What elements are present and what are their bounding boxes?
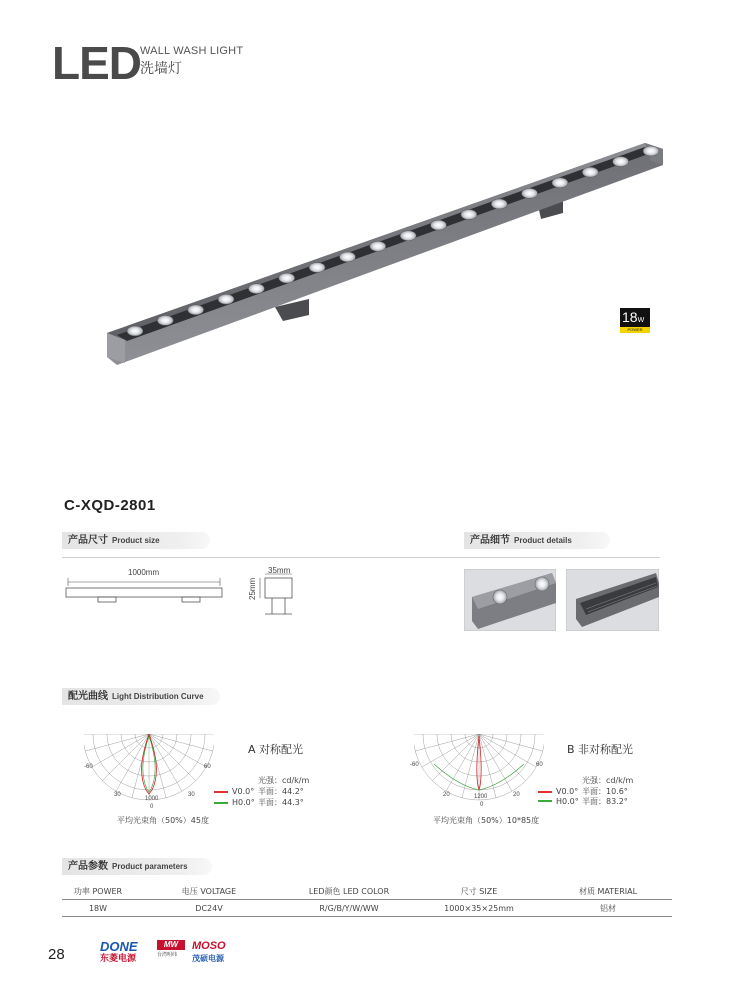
table-cell-color: R/G/B/Y/W/WW xyxy=(319,903,379,913)
section-curve-en: Light Distribution Curve xyxy=(112,692,204,701)
led-lens xyxy=(522,188,538,198)
section-details-en: Product details xyxy=(514,536,572,545)
led-lens xyxy=(491,199,507,209)
curve-b-h-label: H0.0° xyxy=(556,797,579,806)
page-number: 28 xyxy=(48,946,65,963)
led-lens xyxy=(582,167,598,177)
polar-spoke xyxy=(415,734,479,751)
power-badge xyxy=(620,308,650,334)
table-header-row xyxy=(62,883,672,900)
led-lens xyxy=(461,210,477,220)
table-header-power: 功率 POWER xyxy=(73,886,123,896)
legend-v-line-b xyxy=(538,791,552,793)
section-tab-details xyxy=(464,532,610,549)
logo-mw-name: MW xyxy=(157,940,185,950)
led-lens xyxy=(188,305,204,315)
curve-b-v-angle: 半面：10.6° xyxy=(582,787,628,796)
section-size-en: Product size xyxy=(112,536,160,545)
polar-spoke xyxy=(92,734,149,767)
led-lens xyxy=(248,284,264,294)
polar-spoke xyxy=(479,734,526,781)
title-chinese: 洗墙灯 xyxy=(140,61,182,77)
params-table xyxy=(62,883,672,917)
curve-a-tick-bottom: 0 xyxy=(150,804,154,810)
curve-b-tick-center: 1200 xyxy=(474,794,488,800)
section-tab-params xyxy=(62,858,212,875)
power-value: 18 xyxy=(622,309,638,325)
logo-moso-cn: 茂硕电源 xyxy=(192,954,224,963)
curve-a-title: A 对称配光 xyxy=(248,743,304,756)
led-lens xyxy=(157,315,173,325)
table-cell-voltage: DC24V xyxy=(195,903,223,913)
dimension-drawing xyxy=(60,566,310,626)
curve-b-title: B 非对称配光 xyxy=(567,743,634,756)
polar-spoke xyxy=(479,734,496,798)
legend-v-line xyxy=(214,791,228,793)
curve-a-h-angle: 半面：44.3° xyxy=(258,798,304,807)
section-params-en: Product parameters xyxy=(112,862,188,871)
curve-a-tick-lower-left: 30 xyxy=(114,792,121,798)
curve-a-v-label: V0.0° xyxy=(232,787,255,796)
curve-b-tick-right: 60 xyxy=(536,762,543,768)
polar-spoke xyxy=(462,734,479,798)
polar-spoke xyxy=(446,734,479,791)
section-size-cn: 产品尺寸 xyxy=(68,535,108,546)
detail-photo-side xyxy=(566,569,659,631)
polar-spoke xyxy=(149,734,213,751)
led-lens xyxy=(552,178,568,188)
power-label: POWER xyxy=(620,327,650,333)
polar-spoke xyxy=(85,734,149,751)
led-lens xyxy=(339,252,355,262)
led-lens xyxy=(370,241,386,251)
curve-b-h-angle: 半面：83.2° xyxy=(582,797,628,806)
curve-a-v-angle: 半面：44.2° xyxy=(258,787,304,796)
curve-b-tick-lower-right: 20 xyxy=(513,792,520,798)
curve-b-tick-bottom: 0 xyxy=(480,802,484,808)
polar-spoke xyxy=(479,734,543,751)
led-lens xyxy=(309,262,325,272)
curve-b-caption: 平均光束角（50%）10*85度 xyxy=(433,816,540,825)
brand-title: LED xyxy=(52,37,141,89)
logo-meanwell xyxy=(157,940,187,960)
legend-h-line-b xyxy=(538,800,552,802)
logo-done-name: DONE xyxy=(100,939,138,954)
led-lens xyxy=(400,231,416,241)
dim-height: 25mm xyxy=(248,577,257,600)
polar-spoke xyxy=(422,734,479,767)
legend-h-line xyxy=(214,802,228,804)
power-unit: W xyxy=(637,317,645,324)
section-curve-cn: 配光曲线 xyxy=(68,691,108,702)
led-lens xyxy=(218,294,234,304)
led-lens xyxy=(279,273,295,283)
table-cell-material: 铝材 xyxy=(600,903,616,913)
table-row xyxy=(62,900,672,917)
table-cell-power: 18W xyxy=(88,903,108,913)
dim-length: 1000mm xyxy=(128,568,160,577)
table-header-voltage: 电压 VOLTAGE xyxy=(181,886,237,896)
polar-spoke xyxy=(479,734,512,791)
led-lens xyxy=(613,157,629,167)
model-number: C-XQD-2801 xyxy=(64,497,156,514)
dim-width: 35mm xyxy=(268,566,291,575)
table-header-size: 尺寸 SIZE xyxy=(460,886,498,896)
polar-spoke xyxy=(432,734,479,781)
polar-spoke xyxy=(149,734,206,767)
polar-spoke xyxy=(116,734,149,791)
section-divider xyxy=(62,557,660,558)
curve-b-unit: 光强：cd/k/m xyxy=(582,776,634,785)
curve-a-caption: 平均光束角（50%）45度 xyxy=(117,816,209,825)
led-lens xyxy=(431,220,447,230)
curve-a-tick-center: 1000 xyxy=(145,796,159,802)
logo-moso xyxy=(192,940,236,965)
polar-spoke xyxy=(479,734,536,767)
section-tab-curve xyxy=(62,688,220,705)
led-lens xyxy=(643,146,659,156)
section-tab-size xyxy=(62,532,210,549)
curve-a-tick-left: -60 xyxy=(84,764,93,770)
curve-b-v-label: V0.0° xyxy=(556,787,579,796)
section-params-cn: 产品参数 xyxy=(68,861,108,872)
led-lens xyxy=(127,326,143,336)
table-header-material: 材质 MATERIAL xyxy=(578,886,638,896)
curve-a-tick-lower-right: 30 xyxy=(188,792,195,798)
curve-a-unit: 光强：cd/k/m xyxy=(258,776,310,785)
logo-done xyxy=(100,940,150,965)
logo-moso-name: MOSO xyxy=(192,940,226,952)
logo-done-cn: 东菱电源 xyxy=(100,954,137,964)
title-english: WALL WASH LIGHT xyxy=(140,45,244,57)
curve-a-tick-right: 60 xyxy=(204,764,211,770)
table-header-color: LED颜色 LED COLOR xyxy=(308,886,390,896)
logo-mw-cn: 台湾明纬 xyxy=(157,952,178,958)
product-image xyxy=(95,135,675,380)
polar-spoke xyxy=(149,734,182,791)
detail-photo-lens xyxy=(464,569,556,631)
table-cell-size: 1000×35×25mm xyxy=(444,903,514,913)
curve-b-tick-lower-left: 20 xyxy=(443,792,450,798)
section-details-cn: 产品细节 xyxy=(470,535,510,546)
curve-b-tick-left: -60 xyxy=(410,762,419,768)
curve-a-h-label: H0.0° xyxy=(232,798,255,807)
